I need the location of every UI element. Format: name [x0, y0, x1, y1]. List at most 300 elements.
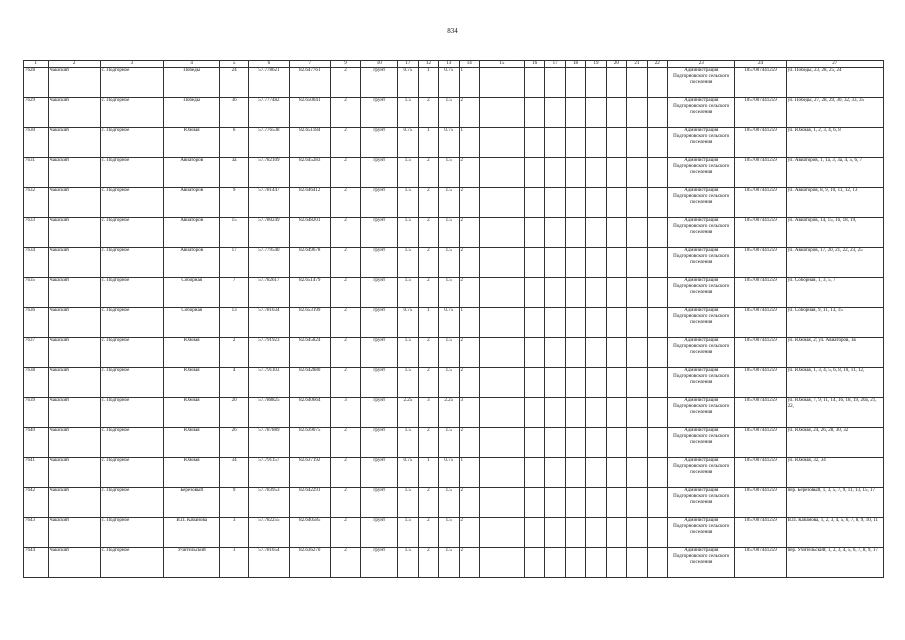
empty-cell	[586, 548, 606, 578]
latitude-cell: 57.780249	[248, 218, 289, 248]
table-row	[24, 428, 884, 458]
table-cell: 1	[459, 308, 479, 338]
house-number-cell: 1	[220, 548, 249, 578]
empty-cell	[565, 98, 585, 128]
empty-cell	[627, 278, 647, 308]
surface-cell: грунт	[361, 218, 398, 248]
street-cell: Авиаторов	[164, 158, 220, 188]
empty-cell	[524, 68, 544, 98]
empty-cell	[565, 368, 585, 398]
street-cell: Южная	[164, 398, 220, 428]
longitude-cell: 82.640585	[289, 518, 330, 548]
empty-cell	[565, 398, 585, 428]
district-cell: Чашский	[48, 68, 100, 98]
empty-cell	[627, 488, 647, 518]
empty-cell	[647, 308, 667, 338]
table-cell: 2	[330, 428, 361, 458]
longitude-cell: 82.648201	[289, 218, 330, 248]
table-cell: 2	[459, 428, 479, 458]
empty-cell	[606, 218, 626, 248]
empty-cell	[524, 128, 544, 158]
latitude-cell: 57.779540	[248, 248, 289, 278]
empty-cell	[606, 458, 626, 488]
empty-cell	[524, 248, 544, 278]
table-cell: 2	[330, 98, 361, 128]
longitude-cell: 82.642291	[289, 488, 330, 518]
address-cell: В.П. Кабанова, 1, 2, 3, 4, 5, 6, 7, 8, 9, 10, 11	[786, 518, 883, 548]
district-cell: Чашский	[48, 278, 100, 308]
empty-cell	[606, 68, 626, 98]
column-header: 19	[586, 61, 606, 68]
row-id: 7640	[24, 428, 49, 458]
empty-cell	[586, 428, 606, 458]
admin-cell: Администрация Подгорновского сельского поселения	[667, 398, 734, 428]
table-cell: 2	[459, 98, 479, 128]
area-cell: 1.5	[398, 278, 418, 308]
latitude-cell: 57.788825	[248, 398, 289, 428]
surface-cell: грунт	[361, 68, 398, 98]
address-cell: ул. Соборная, 1, 3, 5, 7	[786, 278, 883, 308]
table-cell: 2	[330, 548, 361, 578]
table-cell: 1.5	[439, 488, 459, 518]
district-cell: Чашский	[48, 488, 100, 518]
empty-cell	[586, 68, 606, 98]
ogrn-cell: 1057007441259	[735, 218, 786, 248]
empty-cell	[565, 458, 585, 488]
empty-cell	[606, 128, 626, 158]
area-cell: 1.5	[398, 548, 418, 578]
district-cell: Чашский	[48, 158, 100, 188]
table-cell: 2	[418, 368, 438, 398]
surface-cell: грунт	[361, 398, 398, 428]
empty-cell	[647, 398, 667, 428]
empty-cell	[586, 278, 606, 308]
table-row	[24, 188, 884, 218]
house-number-cell: 20	[220, 398, 249, 428]
empty-cell	[524, 428, 544, 458]
table-cell: 1.5	[439, 518, 459, 548]
empty-cell	[586, 488, 606, 518]
latitude-cell: 57.782617	[248, 278, 289, 308]
table-cell: 2	[459, 548, 479, 578]
latitude-cell: 57.787889	[248, 428, 289, 458]
street-cell: Соборная	[164, 308, 220, 338]
area-cell: 1.5	[398, 488, 418, 518]
empty-cell	[479, 218, 524, 248]
street-cell: Авиаторов	[164, 248, 220, 278]
area-cell: 0.75	[398, 128, 418, 158]
row-id: 7638	[24, 368, 49, 398]
column-header: 13	[439, 61, 459, 68]
house-number-cell: 6	[220, 128, 249, 158]
address-cell: ул. Южная, 1, 3, 4, 5, 6, 8, 10, 11, 12,	[786, 368, 883, 398]
empty-cell	[524, 278, 544, 308]
address-cell: ул. Южная, 32, 34	[786, 458, 883, 488]
empty-cell	[545, 98, 565, 128]
column-header: 24	[735, 61, 786, 68]
surface-cell: грунт	[361, 278, 398, 308]
admin-cell: Администрация Подгорновского сельского поселения	[667, 338, 734, 368]
district-cell: Чашский	[48, 188, 100, 218]
empty-cell	[606, 488, 626, 518]
table-cell: 2.25	[439, 398, 459, 428]
surface-cell: грунт	[361, 308, 398, 338]
street-cell: Учительский	[164, 548, 220, 578]
ogrn-cell: 1057007441259	[735, 518, 786, 548]
admin-cell: Администрация Подгорновского сельского поселения	[667, 158, 734, 188]
empty-cell	[545, 548, 565, 578]
empty-cell	[565, 548, 585, 578]
table-cell: 2	[330, 278, 361, 308]
empty-cell	[524, 518, 544, 548]
empty-cell	[627, 548, 647, 578]
row-id: 7632	[24, 188, 49, 218]
district-cell: Чашский	[48, 398, 100, 428]
row-id: 7635	[24, 278, 49, 308]
street-cell: Победы	[164, 68, 220, 98]
empty-cell	[606, 308, 626, 338]
latitude-cell: 57.791103	[248, 368, 289, 398]
area-cell: 1.5	[398, 218, 418, 248]
empty-cell	[545, 68, 565, 98]
row-id: 7636	[24, 308, 49, 338]
empty-cell	[479, 308, 524, 338]
ogrn-cell: 1057007441259	[735, 398, 786, 428]
empty-cell	[606, 398, 626, 428]
column-header: 17	[545, 61, 565, 68]
table-cell: 2	[418, 518, 438, 548]
column-header: 2	[48, 61, 100, 68]
empty-cell	[606, 278, 626, 308]
house-number-cell: 26	[220, 428, 249, 458]
empty-cell	[627, 128, 647, 158]
table-cell: 1.5	[439, 158, 459, 188]
empty-cell	[586, 188, 606, 218]
table-cell: 2	[459, 248, 479, 278]
house-number-cell: 3а	[220, 158, 249, 188]
empty-cell	[479, 338, 524, 368]
village-cell: с. Подгорное	[100, 398, 163, 428]
empty-cell	[647, 548, 667, 578]
column-header: 6	[248, 61, 289, 68]
column-header: 16	[524, 61, 544, 68]
table-cell: 2	[330, 458, 361, 488]
empty-cell	[545, 428, 565, 458]
empty-cell	[606, 98, 626, 128]
district-cell: Чашский	[48, 98, 100, 128]
empty-cell	[606, 248, 626, 278]
ogrn-cell: 1057007441259	[735, 368, 786, 398]
column-header: 21	[627, 61, 647, 68]
admin-cell: Администрация Подгорновского сельского поселения	[667, 188, 734, 218]
house-number-cell: 15	[220, 218, 249, 248]
village-cell: с. Подгорное	[100, 488, 163, 518]
table-cell: 2	[330, 218, 361, 248]
empty-cell	[606, 518, 626, 548]
street-cell: Южная	[164, 368, 220, 398]
address-cell: ул. Победы, 27, 28, 29, 30, 32, 33, 35	[786, 98, 883, 128]
street-cell: Южная	[164, 338, 220, 368]
ogrn-cell: 1057007441259	[735, 128, 786, 158]
table-cell: 2	[330, 338, 361, 368]
header-row	[24, 61, 884, 68]
area-cell: 1.5	[398, 188, 418, 218]
table-cell: 3	[459, 398, 479, 428]
house-number-cell: 9	[220, 488, 249, 518]
empty-cell	[479, 428, 524, 458]
empty-cell	[545, 188, 565, 218]
empty-cell	[479, 548, 524, 578]
street-cell: Южная	[164, 458, 220, 488]
address-cell: ул. Южная, 7, 9, 11, 14, 16, 18, 19, 20а, 21, 22,	[786, 398, 883, 428]
table-body	[24, 68, 884, 578]
table-cell: 1.5	[439, 248, 459, 278]
row-id: 7641	[24, 458, 49, 488]
ogrn-cell: 1057007441259	[735, 68, 786, 98]
empty-cell	[479, 518, 524, 548]
column-header: 3	[100, 61, 163, 68]
table-cell: 1.5	[439, 188, 459, 218]
longitude-cell: 82.649678	[289, 248, 330, 278]
longitude-cell: 82.642880	[289, 368, 330, 398]
street-cell: Соборная	[164, 278, 220, 308]
surface-cell: грунт	[361, 428, 398, 458]
empty-cell	[565, 248, 585, 278]
empty-cell	[479, 98, 524, 128]
address-cell: ул. Южная, 1, 2, 3, 4, 6, 8	[786, 128, 883, 158]
table-cell: 2	[330, 368, 361, 398]
empty-cell	[586, 308, 606, 338]
row-id: 7644	[24, 548, 49, 578]
row-id: 7629	[24, 98, 49, 128]
table-cell: 2	[330, 68, 361, 98]
admin-cell: Администрация Подгорновского сельского поселения	[667, 248, 734, 278]
table-cell: 1.5	[439, 218, 459, 248]
empty-cell	[479, 68, 524, 98]
latitude-cell: 57.781634	[248, 308, 289, 338]
surface-cell: грунт	[361, 248, 398, 278]
empty-cell	[565, 338, 585, 368]
area-cell: 0.75	[398, 458, 418, 488]
column-header: 14	[459, 61, 479, 68]
empty-cell	[545, 368, 565, 398]
table-cell: 2	[418, 248, 438, 278]
area-cell: 1.5	[398, 428, 418, 458]
admin-cell: Администрация Подгорновского сельского поселения	[667, 98, 734, 128]
admin-cell: Администрация Подгорновского сельского поселения	[667, 488, 734, 518]
empty-cell	[627, 338, 647, 368]
surface-cell: грунт	[361, 488, 398, 518]
table-cell: 1	[418, 128, 438, 158]
empty-cell	[524, 158, 544, 188]
table-cell: 1.5	[439, 428, 459, 458]
latitude-cell: 57.776538	[248, 128, 289, 158]
empty-cell	[524, 458, 544, 488]
empty-cell	[586, 218, 606, 248]
empty-cell	[565, 158, 585, 188]
longitude-cell: 82.651479	[289, 278, 330, 308]
house-number-cell: 9	[220, 188, 249, 218]
longitude-cell: 82.645283	[289, 158, 330, 188]
longitude-cell: 82.639075	[289, 428, 330, 458]
admin-cell: Администрация Подгорновского сельского поселения	[667, 458, 734, 488]
empty-cell	[586, 368, 606, 398]
empty-cell	[606, 548, 626, 578]
table-cell: 0.75	[439, 128, 459, 158]
surface-cell: грунт	[361, 338, 398, 368]
empty-cell	[627, 98, 647, 128]
address-cell: ул. Южная, 24, 26, 28, 30, 32	[786, 428, 883, 458]
table-row	[24, 98, 884, 128]
surface-cell: грунт	[361, 458, 398, 488]
empty-cell	[545, 218, 565, 248]
address-cell: ул. Победы, 23, 28, 25, 24	[786, 68, 883, 98]
empty-cell	[565, 218, 585, 248]
district-cell: Чашский	[48, 128, 100, 158]
column-header: 15	[479, 61, 524, 68]
row-id: 7628	[24, 68, 49, 98]
latitude-cell: 57.781447	[248, 188, 289, 218]
district-cell: Чашский	[48, 458, 100, 488]
village-cell: с. Подгорное	[100, 308, 163, 338]
admin-cell: Администрация Подгорновского сельского поселения	[667, 68, 734, 98]
table-row	[24, 518, 884, 548]
empty-cell	[524, 368, 544, 398]
ogrn-cell: 1057007441259	[735, 158, 786, 188]
admin-cell: Администрация Подгорновского сельского поселения	[667, 428, 734, 458]
surface-cell: грунт	[361, 98, 398, 128]
village-cell: с. Подгорное	[100, 218, 163, 248]
surface-cell: грунт	[361, 158, 398, 188]
empty-cell	[524, 398, 544, 428]
district-cell: Чашский	[48, 218, 100, 248]
area-cell: 1.5	[398, 338, 418, 368]
longitude-cell: 82.636270	[289, 548, 330, 578]
column-header: 12	[418, 61, 438, 68]
table-row	[24, 488, 884, 518]
empty-cell	[545, 518, 565, 548]
table-row	[24, 398, 884, 428]
empty-cell	[647, 488, 667, 518]
empty-cell	[545, 398, 565, 428]
area-cell: 0.75	[398, 68, 418, 98]
row-id: 7631	[24, 158, 49, 188]
ogrn-cell: 1057007441259	[735, 458, 786, 488]
column-header: 4	[164, 61, 220, 68]
table-cell: 2	[418, 338, 438, 368]
empty-cell	[586, 158, 606, 188]
empty-cell	[545, 458, 565, 488]
column-header: 17	[398, 61, 418, 68]
column-header: 10	[361, 61, 398, 68]
empty-cell	[606, 428, 626, 458]
address-cell: ул. Авиаторов, 1, 1а, 3, 3а, 4, 5, 6, 7	[786, 158, 883, 188]
empty-cell	[586, 98, 606, 128]
street-cell: Южная	[164, 428, 220, 458]
column-header: 5	[220, 61, 249, 68]
empty-cell	[647, 158, 667, 188]
empty-cell	[565, 488, 585, 518]
address-cell: пер. Учительский, 1, 2, 3, 4, 5, 6, 7, 8, 9, 17	[786, 548, 883, 578]
street-cell: Авиаторов	[164, 188, 220, 218]
empty-cell	[627, 308, 647, 338]
empty-cell	[479, 278, 524, 308]
longitude-cell: 82.646412	[289, 188, 330, 218]
empty-cell	[647, 248, 667, 278]
street-cell: Победы	[164, 98, 220, 128]
village-cell: с. Подгорное	[100, 128, 163, 158]
empty-cell	[479, 398, 524, 428]
village-cell: с. Подгорное	[100, 548, 163, 578]
table-cell: 2	[459, 488, 479, 518]
surface-cell: грунт	[361, 128, 398, 158]
table-cell: 0.75	[439, 68, 459, 98]
table-cell: 2	[459, 338, 479, 368]
district-cell: Чашский	[48, 368, 100, 398]
empty-cell	[545, 248, 565, 278]
table-cell: 2	[330, 518, 361, 548]
table-cell: 2	[459, 278, 479, 308]
district-cell: Чашский	[48, 518, 100, 548]
column-header: 27	[786, 61, 883, 68]
empty-cell	[627, 188, 647, 218]
house-number-cell: 3	[220, 518, 249, 548]
village-cell: с. Подгорное	[100, 368, 163, 398]
table-cell: 1	[459, 128, 479, 158]
empty-cell	[647, 518, 667, 548]
table-row	[24, 338, 884, 368]
table-row	[24, 458, 884, 488]
table-cell: 1.5	[439, 368, 459, 398]
house-number-cell: 4	[220, 368, 249, 398]
page-number: 834	[447, 27, 458, 35]
empty-cell	[565, 128, 585, 158]
table-cell: 2	[330, 488, 361, 518]
table-cell: 2	[418, 98, 438, 128]
empty-cell	[479, 488, 524, 518]
table-cell: 1.5	[439, 338, 459, 368]
table-row	[24, 278, 884, 308]
address-cell: пер. Березовый, 1, 3, 5, 7, 9, 11, 13, 15, 17	[786, 488, 883, 518]
empty-cell	[647, 338, 667, 368]
empty-cell	[524, 98, 544, 128]
empty-cell	[565, 428, 585, 458]
empty-cell	[565, 188, 585, 218]
house-number-cell: 17	[220, 248, 249, 278]
table-cell: 2	[330, 188, 361, 218]
table-cell: 1	[418, 308, 438, 338]
table-cell: 3	[418, 398, 438, 428]
empty-cell	[627, 518, 647, 548]
address-cell: ул. Авиаторов, 8, 9, 10, 11, 12, 13	[786, 188, 883, 218]
empty-cell	[565, 278, 585, 308]
table-cell: 2	[418, 188, 438, 218]
ogrn-cell: 1057007441259	[735, 428, 786, 458]
empty-cell	[545, 488, 565, 518]
table-cell: 2	[330, 158, 361, 188]
empty-cell	[627, 218, 647, 248]
empty-cell	[647, 428, 667, 458]
empty-cell	[524, 338, 544, 368]
empty-cell	[647, 278, 667, 308]
table-cell: 2	[459, 518, 479, 548]
empty-cell	[565, 68, 585, 98]
empty-cell	[627, 68, 647, 98]
table-row	[24, 158, 884, 188]
ogrn-cell: 1057007441259	[735, 338, 786, 368]
street-cell: Березовый	[164, 488, 220, 518]
area-cell: 1.5	[398, 368, 418, 398]
